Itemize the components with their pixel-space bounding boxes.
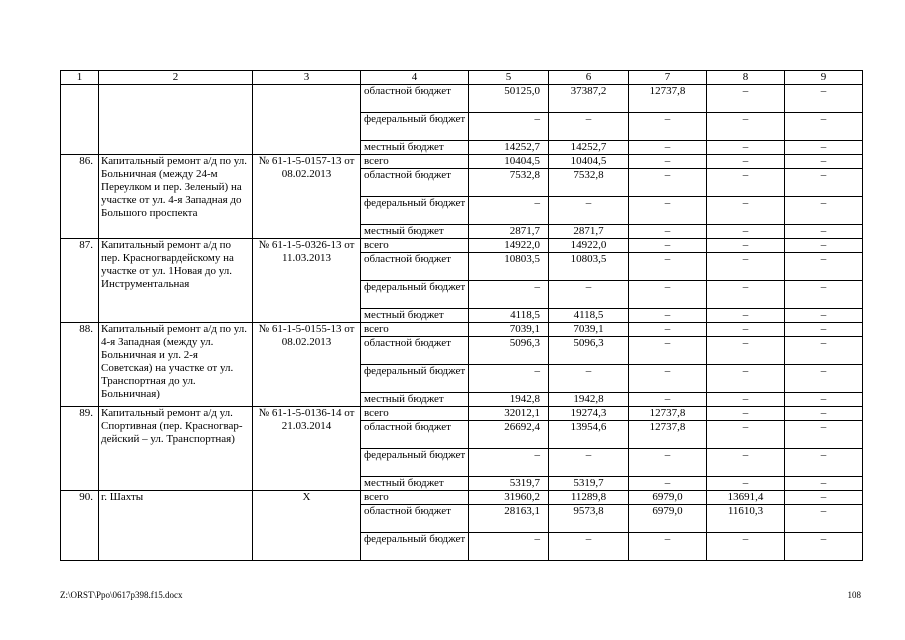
column-header: 9: [785, 71, 863, 85]
item-number: 87.: [61, 239, 99, 323]
value-cell: –: [629, 281, 707, 309]
item-number: 88.: [61, 323, 99, 407]
page-number: 108: [847, 590, 861, 600]
object-name: Капитальный ремонт а/д ул. Спортивная (пер. Красногвар- дейский – ул. Транспортная): [99, 407, 253, 491]
value-cell: –: [785, 491, 863, 505]
category-cell: областной бюджет: [361, 421, 469, 449]
object-name: Капитальный ремонт а/д по ул. 4-я Западная (между ул. Больничная и ул. 2-я Советская) на участке от ул. Транспортная до ул. Больничная): [99, 323, 253, 407]
value-cell: –: [707, 113, 785, 141]
number-cell: [61, 85, 99, 155]
value-cell: 7039,1: [549, 323, 629, 337]
value-cell: 10404,5: [469, 155, 549, 169]
value-cell: –: [629, 197, 707, 225]
document-cell: [253, 85, 361, 155]
value-cell: 12737,8: [629, 85, 707, 113]
value-cell: –: [629, 393, 707, 407]
value-cell: –: [549, 197, 629, 225]
value-cell: –: [785, 155, 863, 169]
value-cell: –: [707, 281, 785, 309]
value-cell: –: [785, 337, 863, 365]
category-cell: всего: [361, 323, 469, 337]
value-cell: –: [629, 225, 707, 239]
category-cell: всего: [361, 239, 469, 253]
value-cell: –: [785, 253, 863, 281]
category-cell: местный бюджет: [361, 309, 469, 323]
table-row: [61, 323, 863, 337]
value-cell: 9573,8: [549, 505, 629, 533]
item-number: 90.: [61, 491, 99, 561]
value-cell: –: [629, 253, 707, 281]
table-body: [61, 71, 863, 561]
category-cell: областной бюджет: [361, 337, 469, 365]
value-cell: –: [707, 239, 785, 253]
category-cell: местный бюджет: [361, 477, 469, 491]
value-cell: –: [707, 449, 785, 477]
header-row: [61, 71, 863, 85]
category-cell: областной бюджет: [361, 505, 469, 533]
value-cell: 31960,2: [469, 491, 549, 505]
value-cell: –: [469, 113, 549, 141]
category-cell: областной бюджет: [361, 253, 469, 281]
value-cell: –: [469, 449, 549, 477]
value-cell: –: [785, 309, 863, 323]
value-cell: –: [707, 477, 785, 491]
value-cell: 5096,3: [469, 337, 549, 365]
value-cell: –: [549, 113, 629, 141]
value-cell: –: [469, 365, 549, 393]
value-cell: –: [629, 155, 707, 169]
category-cell: всего: [361, 407, 469, 421]
value-cell: 37387,2: [549, 85, 629, 113]
value-cell: –: [785, 505, 863, 533]
value-cell: –: [707, 309, 785, 323]
value-cell: 6979,0: [629, 491, 707, 505]
value-cell: 10803,5: [549, 253, 629, 281]
value-cell: 5319,7: [469, 477, 549, 491]
value-cell: –: [629, 323, 707, 337]
budget-table: [60, 70, 863, 561]
value-cell: –: [629, 533, 707, 561]
value-cell: –: [629, 365, 707, 393]
category-cell: местный бюджет: [361, 225, 469, 239]
value-cell: –: [629, 239, 707, 253]
value-cell: –: [785, 449, 863, 477]
value-cell: 4118,5: [469, 309, 549, 323]
category-cell: областной бюджет: [361, 85, 469, 113]
table-row: [61, 85, 863, 113]
value-cell: 2871,7: [469, 225, 549, 239]
value-cell: –: [549, 365, 629, 393]
value-cell: –: [785, 85, 863, 113]
value-cell: 7532,8: [469, 169, 549, 197]
value-cell: 14922,0: [469, 239, 549, 253]
name-cell: [99, 85, 253, 155]
column-header: 2: [99, 71, 253, 85]
value-cell: –: [785, 421, 863, 449]
column-header: 3: [253, 71, 361, 85]
value-cell: –: [785, 477, 863, 491]
category-cell: федеральный бюджет: [361, 533, 469, 561]
value-cell: –: [785, 239, 863, 253]
value-cell: 19274,3: [549, 407, 629, 421]
value-cell: –: [707, 225, 785, 239]
value-cell: –: [469, 533, 549, 561]
value-cell: –: [629, 113, 707, 141]
document-number: Х: [253, 491, 361, 561]
value-cell: 11289,8: [549, 491, 629, 505]
item-number: 86.: [61, 155, 99, 239]
value-cell: –: [549, 281, 629, 309]
value-cell: 14922,0: [549, 239, 629, 253]
value-cell: 2871,7: [549, 225, 629, 239]
value-cell: –: [785, 281, 863, 309]
value-cell: –: [707, 85, 785, 113]
document-number: № 61-1-5-0155-13 от 08.02.2013: [253, 323, 361, 407]
document-number: № 61-1-5-0326-13 от 11.03.2013: [253, 239, 361, 323]
value-cell: –: [785, 113, 863, 141]
value-cell: –: [549, 449, 629, 477]
value-cell: –: [549, 533, 629, 561]
column-header: 1: [61, 71, 99, 85]
value-cell: –: [629, 309, 707, 323]
value-cell: –: [629, 477, 707, 491]
value-cell: 26692,4: [469, 421, 549, 449]
category-cell: всего: [361, 491, 469, 505]
object-name: Капитальный ремонт а/д по ул. Больничная (между 24-м Переулком и пер. Зеленый) на участке от ул. 4-я Западная до Большого проспекта: [99, 155, 253, 239]
value-cell: –: [707, 323, 785, 337]
value-cell: –: [707, 253, 785, 281]
value-cell: –: [707, 169, 785, 197]
category-cell: федеральный бюджет: [361, 365, 469, 393]
category-cell: федеральный бюджет: [361, 449, 469, 477]
value-cell: –: [629, 337, 707, 365]
category-cell: областной бюджет: [361, 169, 469, 197]
value-cell: 32012,1: [469, 407, 549, 421]
value-cell: 1942,8: [549, 393, 629, 407]
value-cell: –: [707, 393, 785, 407]
value-cell: 12737,8: [629, 421, 707, 449]
category-cell: местный бюджет: [361, 141, 469, 155]
value-cell: –: [469, 281, 549, 309]
column-header: 5: [469, 71, 549, 85]
value-cell: 14252,7: [549, 141, 629, 155]
value-cell: –: [707, 197, 785, 225]
value-cell: 4118,5: [549, 309, 629, 323]
table-row: [61, 491, 863, 505]
value-cell: –: [785, 407, 863, 421]
file-path: Z:\ORST\Ppo\0617p398.f15.docx: [60, 590, 183, 600]
object-name: г. Шахты: [99, 491, 253, 561]
document-number: № 61-1-5-0157-13 от 08.02.2013: [253, 155, 361, 239]
value-cell: 10404,5: [549, 155, 629, 169]
value-cell: –: [707, 365, 785, 393]
category-cell: федеральный бюджет: [361, 197, 469, 225]
column-header: 8: [707, 71, 785, 85]
value-cell: 13954,6: [549, 421, 629, 449]
value-cell: 5319,7: [549, 477, 629, 491]
value-cell: –: [707, 141, 785, 155]
value-cell: 14252,7: [469, 141, 549, 155]
value-cell: 6979,0: [629, 505, 707, 533]
value-cell: 28163,1: [469, 505, 549, 533]
category-cell: местный бюджет: [361, 393, 469, 407]
value-cell: –: [785, 225, 863, 239]
value-cell: –: [469, 197, 549, 225]
value-cell: –: [785, 323, 863, 337]
column-header: 4: [361, 71, 469, 85]
value-cell: –: [707, 407, 785, 421]
value-cell: –: [629, 169, 707, 197]
value-cell: –: [707, 533, 785, 561]
value-cell: –: [785, 365, 863, 393]
value-cell: 13691,4: [707, 491, 785, 505]
category-cell: федеральный бюджет: [361, 113, 469, 141]
value-cell: 7039,1: [469, 323, 549, 337]
object-name: Капитальный ремонт а/д по пер. Красногвардейскому на участке от ул. 1Новая до ул. Инструментальная: [99, 239, 253, 323]
value-cell: –: [785, 141, 863, 155]
document-number: № 61-1-5-0136-14 от 21.03.2014: [253, 407, 361, 491]
category-cell: всего: [361, 155, 469, 169]
value-cell: 11610,3: [707, 505, 785, 533]
value-cell: –: [707, 421, 785, 449]
value-cell: 50125,0: [469, 85, 549, 113]
value-cell: –: [707, 337, 785, 365]
value-cell: –: [707, 155, 785, 169]
value-cell: 7532,8: [549, 169, 629, 197]
value-cell: –: [785, 197, 863, 225]
column-header: 6: [549, 71, 629, 85]
value-cell: –: [785, 533, 863, 561]
column-header: 7: [629, 71, 707, 85]
value-cell: –: [629, 141, 707, 155]
value-cell: 10803,5: [469, 253, 549, 281]
value-cell: 1942,8: [469, 393, 549, 407]
table-row: [61, 407, 863, 421]
value-cell: –: [629, 449, 707, 477]
value-cell: 5096,3: [549, 337, 629, 365]
value-cell: 12737,8: [629, 407, 707, 421]
table-row: [61, 155, 863, 169]
value-cell: –: [785, 169, 863, 197]
item-number: 89.: [61, 407, 99, 491]
value-cell: –: [785, 393, 863, 407]
category-cell: федеральный бюджет: [361, 281, 469, 309]
table-row: [61, 239, 863, 253]
